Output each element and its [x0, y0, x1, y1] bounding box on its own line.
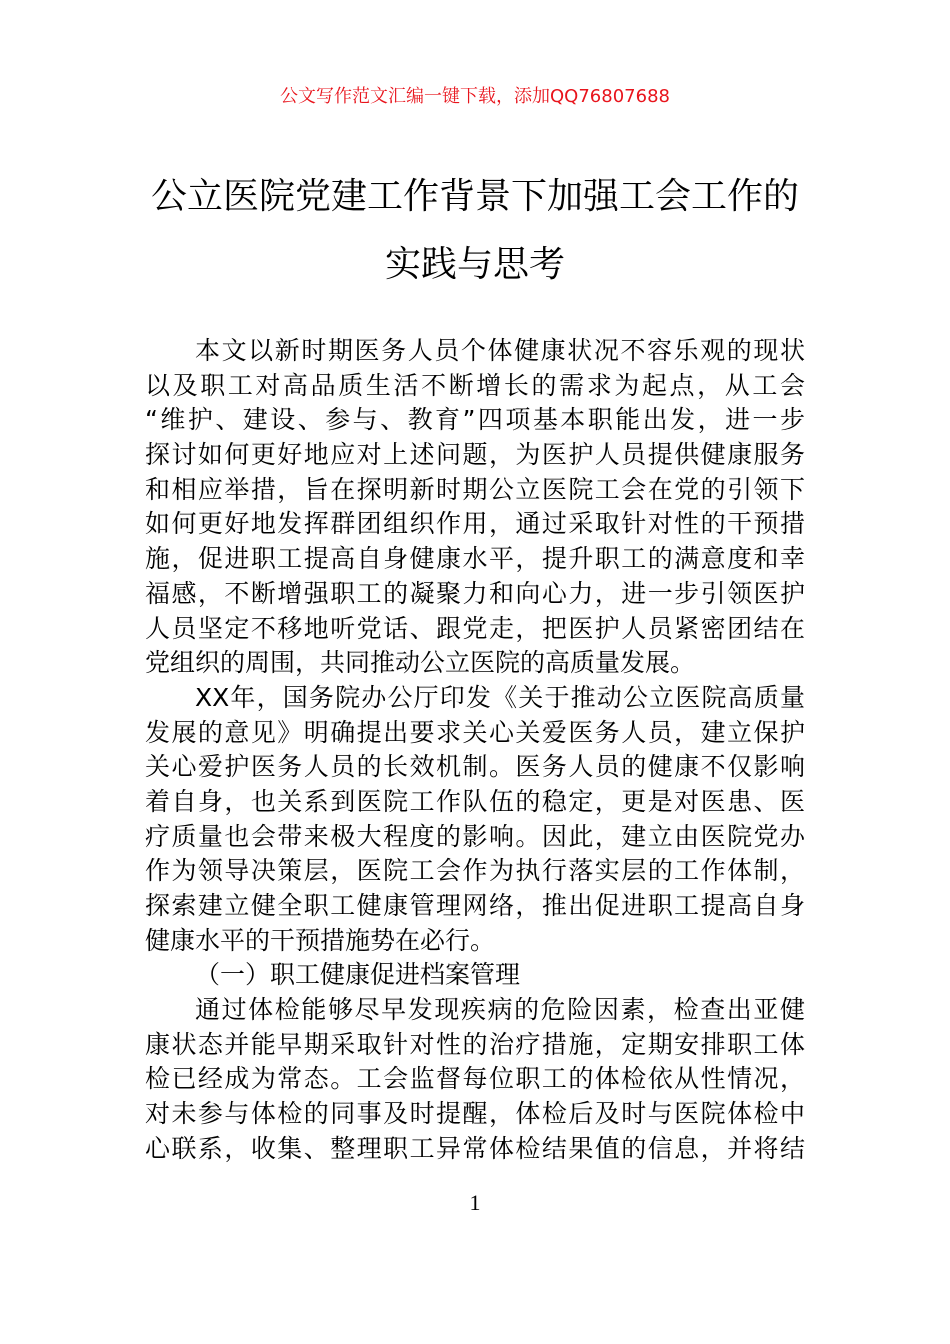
body-text-line: 康状态并能早期采取针对性的治疗措施，定期安排职工体: [145, 1029, 805, 1059]
document-body: [145, 334, 805, 1167]
body-text-line: 通过体检能够尽早发现疾病的危险因素，检查出亚健: [195, 995, 805, 1025]
body-text-line: 疗质量也会带来极大程度的影响。因此，建立由医院党办: [145, 821, 805, 851]
body-text-line: 探讨如何更好地应对上述问题，为医护人员提供健康服务: [145, 440, 805, 470]
body-text-line: 探索建立健全职工健康管理网络，推出促进职工提高自身: [145, 891, 805, 920]
body-text-line: 着自身，也关系到医院工作队伍的稳定，更是对医患、医: [145, 786, 805, 816]
body-text-line: 心联系，收集、整理职工异常体检结果值的信息，并将结: [145, 1133, 805, 1163]
body-text-line: 施，促进职工提高自身健康水平，提升职工的满意度和幸: [145, 544, 805, 574]
body-text-line: 本文以新时期医务人员个体健康状况不容乐观的现状: [195, 336, 805, 365]
body-text-line: XX年，国务院办公厅印发《关于推动公立医院高质量: [195, 682, 805, 712]
body-text-line: 检已经成为常态。工会监督每位职工的体检依从性情况，: [145, 1064, 805, 1094]
body-text-line: “维护、建设、参与、教育”四项基本职能出发，进一步: [145, 405, 805, 435]
body-text-line: 关心爱护医务人员的长效机制。医务人员的健康不仅影响: [145, 752, 805, 782]
body-text-line: 对未参与体检的同事及时提醒，体检后及时与医院体检中: [145, 1099, 805, 1129]
body-text-line: 发展的意见》明确提出要求关心关爱医务人员，建立保护: [145, 717, 805, 747]
body-text-line: 健康水平的干预措施势在必行。: [145, 925, 496, 955]
body-text-line: 如何更好地发挥群团组织作用，通过采取针对性的干预措: [145, 509, 805, 539]
body-text-line: 和相应举措，旨在探明新时期公立医院工会在党的引领下: [145, 474, 805, 504]
body-text-line: 人员坚定不移地听党话、跟党走，把医护人员紧密团结在: [145, 613, 805, 643]
page-number: 1: [469, 1190, 481, 1215]
body-text-line: 作为领导决策层，医院工会作为执行落实层的工作体制，: [145, 856, 805, 886]
body-text-line: 党组织的周围，共同推动公立医院的高质量发展。: [145, 648, 696, 678]
body-text-line: 福感，不断增强职工的凝聚力和向心力，进一步引领医护: [145, 578, 805, 608]
header-notice: 公文写作范文汇编一键下载，添加QQ76807688: [280, 86, 670, 107]
document-title-line-2: 实践与思考: [384, 244, 565, 285]
document-title-line-1: 公立医院党建工作背景下加强工会工作的: [150, 176, 799, 217]
section-heading: （一）职工健康促进档案管理: [195, 960, 521, 990]
body-text-line: 以及职工对高品质生活不断增长的需求为起点，从工会: [145, 370, 805, 400]
